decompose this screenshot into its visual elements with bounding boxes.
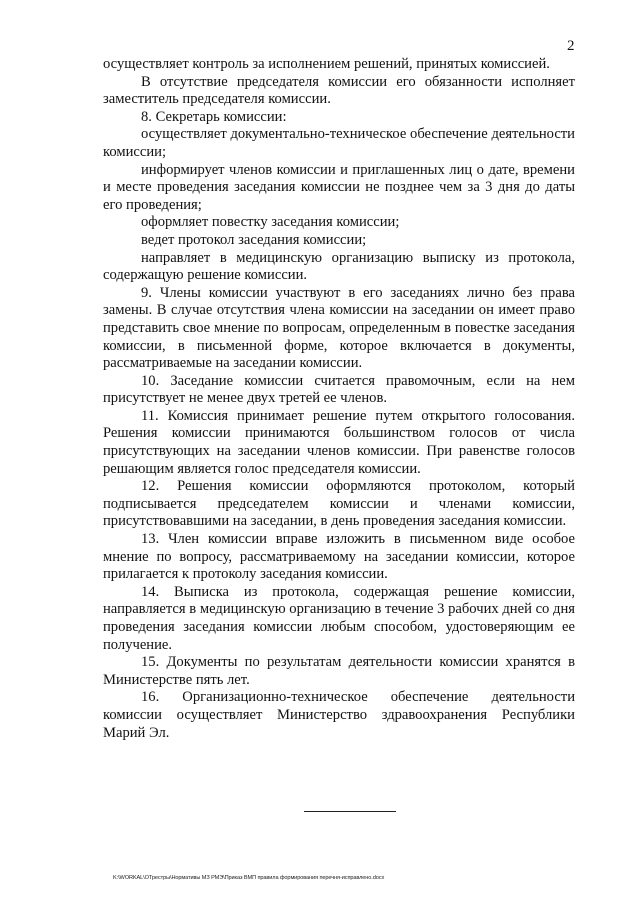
paragraph-deputy: В отсутствие председателя комиссии его обязанности исполняет заместитель председателя комиссии. — [103, 73, 575, 108]
footer-file-path: K:\WORKAL\ОТрестры\Нормативы МЗ РМЭ\Приказ ВМП правила формирования перечня-исправлено.docx — [113, 875, 385, 881]
paragraph-10: 10. Заседание комиссии считается правомочным, если на нем присутствует не менее двух третей ее членов. — [103, 372, 575, 407]
paragraph-secretary-heading: 8. Секретарь комиссии: — [141, 108, 287, 125]
paragraph-control: осуществляет контроль за исполнением решений, принятых комиссией. — [103, 56, 550, 72]
paragraph-16: 16. Организационно-техническое обеспечение деятельности комиссии осуществляет Министерство здравоохранения Республики Марий Эл. — [103, 689, 575, 741]
end-separator-line — [304, 811, 396, 812]
paragraph-9: 9. Члены комиссии участвуют в его заседаниях лично без права замены. В случае отсутствия члена комиссии на заседании он имеет право представить свое мнение по вопросам, определенным в повестке заседания комиссии, в письменной форме, которое включается в документы, рассматриваемые на заседании комиссии. — [103, 284, 575, 372]
paragraph-12: 12. Решения комиссии оформляются протоколом, который подписывается председателем комиссии и членами комиссии, присутствовавшими на заседании, в день проведения заседания комиссии. — [103, 478, 575, 530]
paragraph-14: 14. Выписка из протокола, содержащая решение комиссии, направляется в медицинскую организацию в течение 3 рабочих дней со дня проведения заседания комиссии любым способом, удостоверяющим ее получение. — [103, 583, 575, 653]
paragraph-secretary-support: осуществляет документально-техническое обеспечение деятельности комиссии; — [103, 126, 575, 160]
paragraph-secretary-protocol: ведет протокол заседания комиссии; — [141, 231, 367, 248]
paragraph-13: 13. Член комиссии вправе изложить в письменном виде особое мнение по вопросу, рассматриваемому на заседании комиссии, которое прилагается к протоколу заседания комиссии. — [103, 531, 575, 583]
page-number: 2 — [567, 38, 575, 54]
paragraph-secretary-agenda: оформляет повестку заседания комиссии; — [141, 214, 400, 231]
paragraph-15: 15. Документы по результатам деятельности комиссии хранятся в Министерстве пять лет. — [103, 654, 575, 688]
document-body — [103, 56, 575, 742]
paragraph-secretary-inform: информирует членов комиссии и приглашенных лиц о дате, времени и месте проведения заседания комиссии не позднее чем за 3 дня до даты его проведения; — [103, 161, 575, 213]
paragraph-secretary-extract: направляет в медицинскую организацию выписку из протокола, содержащую решение комиссии. — [103, 249, 575, 284]
paragraph-11: 11. Комиссия принимает решение путем открытого голосования. Решения комиссии принимаются большинством голосов от числа присутствующих на заседании членов комиссии. При равенстве голосов решающим является голос председателя комиссии. — [103, 407, 575, 477]
